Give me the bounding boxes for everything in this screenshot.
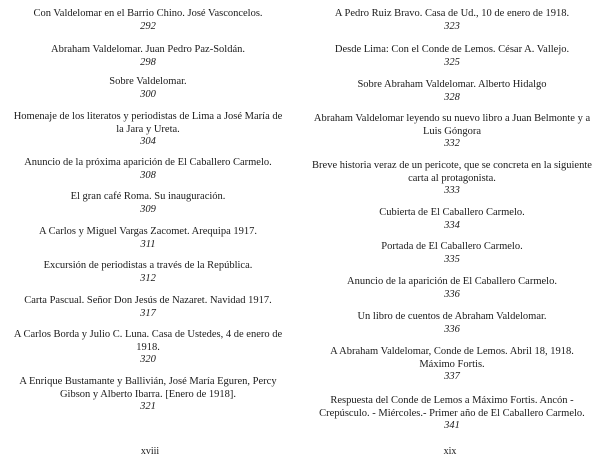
page-folio: xix <box>443 446 457 457</box>
toc-entry <box>0 260 300 285</box>
entry-title: A Pedro Ruiz Bravo. Casa de Ud., 10 de enero de 1918. <box>334 8 570 19</box>
toc-entry <box>300 276 600 301</box>
entry-page: 335 <box>444 253 460 265</box>
toc-entry <box>300 311 600 336</box>
toc-entry <box>300 346 600 384</box>
toc-entry <box>300 207 600 232</box>
toc-entry <box>300 44 600 69</box>
toc-entry <box>0 295 300 320</box>
toc-entry <box>0 226 300 251</box>
entry-page: 337 <box>444 371 460 382</box>
entry-title: Cubierta de El Caballero Carmelo. <box>379 207 525 218</box>
entry-title: El gran café Roma. Su inauguración. <box>70 191 226 202</box>
entry-title: Anuncio de la aparición de El Caballero Carmelo. <box>347 276 557 287</box>
entry-title: Un libro de cuentos de Abraham Valdelomar. <box>357 311 547 322</box>
toc-entry <box>300 79 600 104</box>
entry-title: Con Valdelomar en el Barrio Chino. José Vasconcelos. <box>33 8 263 19</box>
entry-title: Breve historia veraz de un pericote, que se concreta en la siguiente carta al protagonista. <box>312 160 592 184</box>
entry-page: 321 <box>140 401 156 412</box>
entry-title: Anuncio de la próxima aparición de El Caballero Carmelo. <box>24 157 272 168</box>
toc-entry <box>0 111 300 149</box>
entry-title: A Abraham Valdelomar, Conde de Lemos. Abril 18, 1918. Máximo Fortis. <box>330 346 574 370</box>
toc-entry <box>0 8 300 33</box>
toc-entry <box>0 157 300 182</box>
entry-page: 298 <box>140 56 156 68</box>
toc-entry <box>300 8 600 33</box>
entry-title: Abraham Valdelomar. Juan Pedro Paz-Soldán. <box>50 44 245 55</box>
entry-title: Carta Pascual. Señor Don Jesús de Nazaret. Navidad 1917. <box>24 295 272 306</box>
toc-entry <box>300 160 600 198</box>
entry-title: Homenaje de los literatos y periodistas de Lima a José María de la Jara y Ureta. <box>13 111 283 135</box>
entry-page: 325 <box>444 56 460 68</box>
toc-entry <box>300 113 600 151</box>
toc-entry <box>0 376 300 414</box>
entry-page: 300 <box>140 88 156 100</box>
entry-page: 336 <box>444 323 460 335</box>
entry-title: A Carlos Borda y Julio C. Luna. Casa de Ustedes, 4 de enero de 1918. <box>13 329 283 353</box>
entry-page: 341 <box>444 420 460 431</box>
entry-page: 323 <box>444 20 460 32</box>
right-page <box>300 0 600 458</box>
entry-title: Sobre Abraham Valdelomar. Alberto Hidalgo <box>357 79 547 90</box>
entry-page: 304 <box>140 136 156 147</box>
page-folio: xviii <box>140 446 160 457</box>
entry-page: 332 <box>444 138 460 149</box>
entry-page: 292 <box>140 20 156 32</box>
entry-title: A Enrique Bustamante y Ballivián, José María Eguren, Percy Gibson y Alberto Ibarra. [Enero de 1918]. <box>19 376 277 400</box>
toc-entry <box>0 191 300 216</box>
entry-page: 320 <box>140 354 156 365</box>
toc-entry <box>0 44 300 69</box>
entry-page: 317 <box>140 307 156 319</box>
entry-page: 336 <box>444 288 460 300</box>
entry-page: 312 <box>140 272 156 284</box>
entry-title: Desde Lima: Con el Conde de Lemos. César A. Vallejo. <box>334 44 570 55</box>
toc-entry <box>300 395 600 433</box>
toc-entry <box>300 241 600 266</box>
entry-page: 308 <box>140 169 156 181</box>
toc-entry <box>0 76 300 101</box>
entry-title: Sobre Valdelomar. <box>109 76 187 87</box>
entry-page: 311 <box>140 238 156 250</box>
entry-page: 334 <box>444 219 460 231</box>
toc-entry <box>0 329 300 367</box>
entry-title: Abraham Valdelomar leyendo su nuevo libro a Juan Belmonte y a Luis Góngora <box>313 113 591 137</box>
entry-page: 333 <box>444 185 460 196</box>
entry-page: 309 <box>140 203 156 215</box>
entry-title: A Carlos y Miguel Vargas Zacomet. Arequipa 1917. <box>38 226 258 237</box>
entry-page: 328 <box>444 91 460 103</box>
entry-title: Portada de El Caballero Carmelo. <box>381 241 523 252</box>
entry-title: Excursión de periodistas a través de la República. <box>43 260 253 271</box>
entry-title: Respuesta del Conde de Lemos a Máximo Fortis. Ancón - Crepúsculo. - Miércoles.- Primer año de El Caballero Carmelo. <box>319 395 585 419</box>
